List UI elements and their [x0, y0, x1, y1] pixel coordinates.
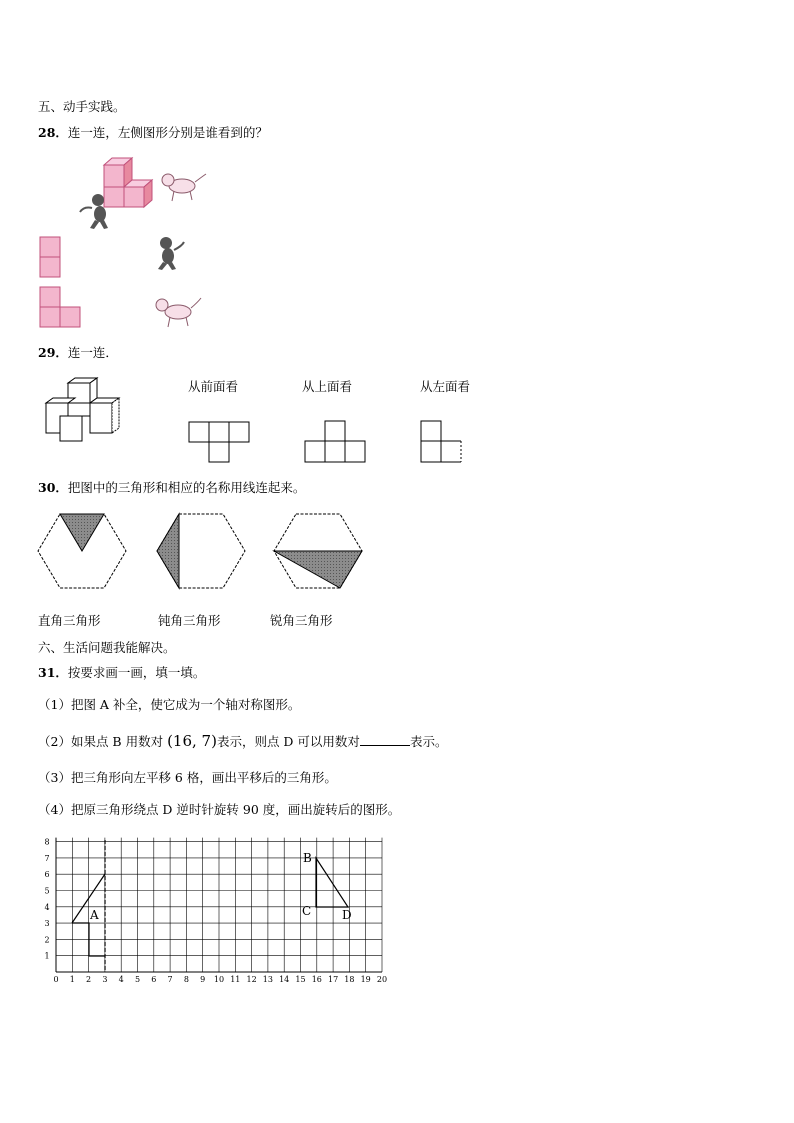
point-label-a: A [90, 908, 99, 922]
triangle-name-acute: 锐角三角形 [270, 613, 333, 628]
q30-number: 30． [38, 480, 68, 495]
y-tick-label: 4 [44, 902, 50, 912]
y-tick-label: 3 [44, 919, 50, 929]
y-tick-label: 2 [44, 935, 50, 945]
x-tick-label: 13 [262, 975, 273, 984]
x-tick-label: 14 [279, 975, 290, 984]
q31-item-2-b: 表示，则点 D 可以用数对 [216, 734, 360, 749]
x-tick-label: 15 [295, 975, 306, 984]
q31-item-3: （3）把三角形向左平移 6 格，画出平移后的三角形。 [38, 770, 337, 785]
triangle-name-obtuse: 钝角三角形 [158, 613, 221, 628]
x-tick-label: 20 [376, 975, 388, 984]
q29-prompt: 连一连． [67, 345, 118, 360]
y-tick-label: 7 [44, 853, 50, 863]
x-tick-label: 9 [200, 975, 206, 984]
q31-item-4: （4）把原三角形绕点 D 逆时针旋转 90 度，画出旋转后的图形。 [38, 802, 401, 817]
x-tick-label: 12 [246, 975, 257, 984]
y-tick-label: 1 [44, 951, 50, 961]
y-tick-label: 5 [44, 886, 50, 896]
triangle-name-right: 直角三角形 [38, 613, 101, 628]
y-tick-label: 8 [44, 837, 50, 847]
q31-item-2-a: （2）如果点 B 用数对 [38, 734, 164, 749]
x-tick-label: 8 [183, 975, 189, 984]
q29-number: 29． [38, 345, 68, 360]
x-tick-label: 6 [151, 975, 157, 984]
point-label-c: C [302, 904, 312, 918]
q31-item-2-c: 表示。 [409, 734, 448, 749]
x-tick-label: 11 [230, 975, 241, 984]
coordinate-pair: (16, 7) [167, 732, 217, 750]
x-tick-label: 1 [69, 975, 75, 984]
point-label-b: B [303, 851, 312, 865]
y-tick-label: 6 [44, 870, 50, 880]
x-tick-label: 19 [360, 975, 371, 984]
view-label-front: 从前面看 [188, 379, 239, 394]
view-label-top: 从上面看 [302, 379, 353, 394]
q28-number: 28． [38, 125, 68, 140]
q28-prompt: 连一连，左侧图形分别是谁看到的？ [67, 125, 268, 140]
q30-prompt: 把图中的三角形和相应的名称用线连起来。 [67, 480, 306, 495]
section6-title: 六、生活问题我能解决。 [38, 640, 176, 655]
x-tick-label: 3 [102, 975, 108, 984]
x-tick-label: 16 [311, 975, 322, 984]
q31-number: 31． [38, 665, 68, 680]
point-label-d: D [342, 908, 352, 922]
section5-title: 五、动手实践。 [38, 99, 126, 114]
x-tick-label: 4 [118, 975, 124, 984]
view-label-left: 从左面看 [420, 379, 471, 394]
x-tick-label: 5 [134, 975, 141, 984]
x-tick-label: 2 [86, 975, 92, 984]
x-tick-label: 7 [167, 975, 173, 984]
x-tick-label: 18 [344, 975, 355, 984]
x-tick-label: 0 [53, 975, 59, 984]
x-tick-label: 17 [328, 975, 339, 984]
triangle-bcd [316, 858, 348, 907]
q31-prompt: 按要求画一画，填一填。 [67, 665, 206, 680]
q31-item-1: （1）把图 A 补全，使它成为一个轴对称图形。 [38, 697, 301, 712]
x-tick-label: 10 [213, 975, 225, 984]
